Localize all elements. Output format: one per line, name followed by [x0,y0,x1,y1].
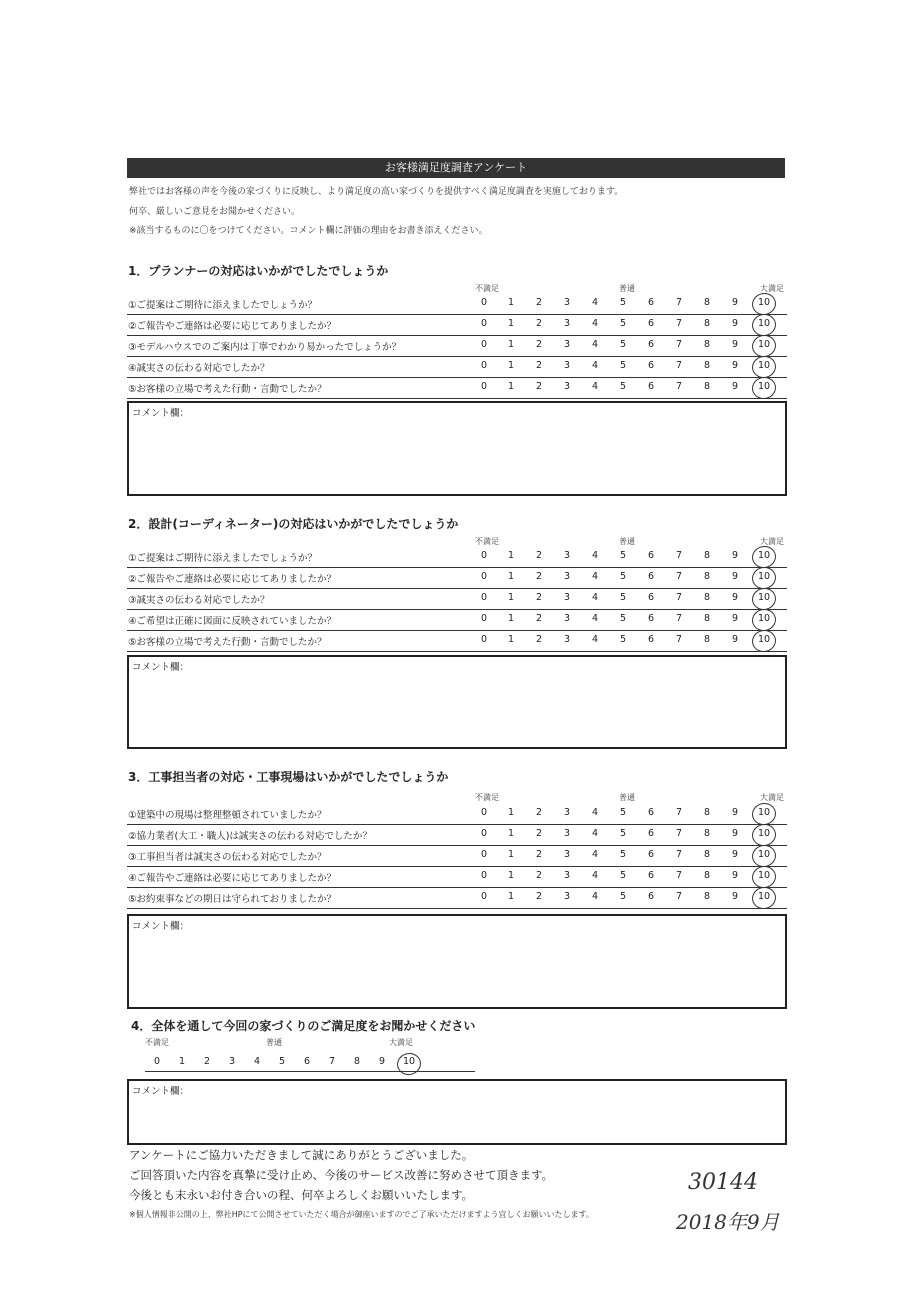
rating-option-2[interactable]: 2 [535,613,543,624]
rating-option-6[interactable]: 6 [647,339,655,350]
section-1-mid-label: 普通 [619,284,635,293]
rating-option-1[interactable]: 1 [507,592,515,603]
section-4-low-label: 不満足 [145,1038,169,1047]
rating-option-0[interactable]: 0 [480,339,488,350]
rating-option-1[interactable]: 1 [507,550,515,561]
rating-option-9[interactable]: 9 [731,297,739,308]
rating-option-1[interactable]: 1 [507,828,515,839]
rating-option-5[interactable]: 5 [619,807,627,818]
rating-option-8[interactable]: 8 [703,613,711,624]
rating-option-7[interactable]: 7 [675,318,683,329]
rating-option-7[interactable]: 7 [675,849,683,860]
rating-option-2[interactable]: 2 [535,571,543,582]
closing-line-3: 今後とも末永いお付き合いの程、何卒よろしくお願いいたします。 [129,1188,474,1202]
rating-option-5[interactable]: 5 [619,634,627,645]
rating-option-7[interactable]: 7 [675,297,683,308]
rating-option-10[interactable]: 10 [757,550,771,561]
rating-option-9[interactable]: 9 [731,634,739,645]
privacy-footnote: ※個人情報非公開の上、弊社HPにて公開させていただく場合が御座いますのでご了承いただけますよう宜しくお願いいたします。 [129,1210,594,1219]
section-2-mid-label: 普通 [619,537,635,546]
rating-option-5[interactable]: 5 [619,550,627,561]
overall-rating-option-1[interactable]: 1 [178,1056,186,1067]
section-2-low-label: 不満足 [475,537,499,546]
selected-rating-circle [750,628,778,655]
rating-option-0[interactable]: 0 [480,613,488,624]
rating-option-0[interactable]: 0 [480,381,488,392]
question-row [127,547,787,568]
rating-option-3[interactable]: 3 [563,339,571,350]
rating-option-1[interactable]: 1 [507,870,515,881]
rating-option-3[interactable]: 3 [563,318,571,329]
rating-option-8[interactable]: 8 [703,592,711,603]
rating-option-9[interactable]: 9 [731,828,739,839]
rating-option-6[interactable]: 6 [647,318,655,329]
rating-option-1[interactable]: 1 [507,297,515,308]
section-2-comment-box[interactable] [127,655,787,749]
question-text: ③工事担当者は誠実さの伝わる対応でしたか？ [128,852,327,863]
rating-option-4[interactable]: 4 [591,849,599,860]
rating-option-1[interactable]: 1 [507,613,515,624]
rating-option-6[interactable]: 6 [647,634,655,645]
rating-option-4[interactable]: 4 [591,550,599,561]
closing-line-2: ご回答頂いた内容を真摯に受け止め、今後のサービス改善に努めさせて頂きます。 [129,1168,554,1182]
rating-option-3[interactable]: 3 [563,571,571,582]
rating-option-7[interactable]: 7 [675,571,683,582]
rating-option-3[interactable]: 3 [563,849,571,860]
rating-option-2[interactable]: 2 [535,381,543,392]
rating-option-2[interactable]: 2 [535,360,543,371]
rating-option-7[interactable]: 7 [675,550,683,561]
rating-option-6[interactable]: 6 [647,381,655,392]
rating-option-6[interactable]: 6 [647,849,655,860]
rating-option-6[interactable]: 6 [647,828,655,839]
question-text: ⑤お約束事などの期日は守られておりましたか？ [128,894,337,905]
rating-option-3[interactable]: 3 [563,592,571,603]
rating-option-0[interactable]: 0 [480,849,488,860]
question-row [127,589,787,610]
rating-option-9[interactable]: 9 [731,550,739,561]
question-row [127,336,787,357]
rating-option-7[interactable]: 7 [675,828,683,839]
rating-option-2[interactable]: 2 [535,849,543,860]
rating-option-0[interactable]: 0 [480,828,488,839]
rating-option-9[interactable]: 9 [731,613,739,624]
rating-option-4[interactable]: 4 [591,592,599,603]
overall-rating-option-10[interactable]: 10 [402,1056,416,1067]
overall-rating-option-8[interactable]: 8 [353,1056,361,1067]
question-text: ②ご報告やご連絡は必要に応じてありましたか？ [128,574,337,585]
intro-line-3: ※該当するものに〇をつけてください。コメント欄に評価の理由をお書き添えください。 [129,226,488,236]
rating-option-6[interactable]: 6 [647,297,655,308]
rating-option-1[interactable]: 1 [507,807,515,818]
rating-option-0[interactable]: 0 [480,634,488,645]
rating-option-1[interactable]: 1 [507,381,515,392]
question-row [127,846,787,867]
rating-option-9[interactable]: 9 [731,870,739,881]
section-3-comment-box[interactable] [127,914,787,1009]
selected-rating-circle [750,375,778,402]
question-text: ⑤お客様の立場で考えた行動・言動でしたか？ [128,637,327,648]
rating-option-8[interactable]: 8 [703,634,711,645]
section-1-high-label: 大満足 [760,284,784,293]
rating-option-8[interactable]: 8 [703,297,711,308]
rating-option-10[interactable]: 10 [757,297,771,308]
rating-option-5[interactable]: 5 [619,571,627,582]
question-text: ②協力業者(大工・職人)は誠実さの伝わる対応でしたか？ [128,831,372,842]
intro-line-2: 何卒、厳しいご意見をお聞かせください。 [129,207,301,217]
rating-option-10[interactable]: 10 [757,870,771,881]
rating-option-1[interactable]: 1 [507,891,515,902]
rating-option-5[interactable]: 5 [619,870,627,881]
question-row [127,804,787,825]
section-3-high-label: 大満足 [760,793,784,802]
rating-option-9[interactable]: 9 [731,891,739,902]
rating-option-3[interactable]: 3 [563,550,571,561]
question-row [127,867,787,888]
question-row [127,825,787,846]
rating-option-4[interactable]: 4 [591,297,599,308]
rating-option-2[interactable]: 2 [535,297,543,308]
overall-rating-option-6[interactable]: 6 [303,1056,311,1067]
section-3-low-label: 不満足 [475,793,499,802]
section-3-heading: 3．工事担当者の対応・工事現場はいかがでしたでしょうか [128,770,449,784]
rating-option-10[interactable]: 10 [757,381,771,392]
rating-option-7[interactable]: 7 [675,339,683,350]
section-3-mid-label: 普通 [619,793,635,802]
rating-option-9[interactable]: 9 [731,360,739,371]
question-text: ①建築中の現場は整理整頓されていましたか？ [128,810,327,821]
question-row [127,378,787,399]
overall-selected-rating-circle [395,1051,423,1078]
section-1-low-label: 不満足 [475,284,499,293]
rating-option-10[interactable]: 10 [757,849,771,860]
rating-option-10[interactable]: 10 [757,891,771,902]
rating-option-0[interactable]: 0 [480,891,488,902]
rating-option-6[interactable]: 6 [647,550,655,561]
intro-line-1: 弊社ではお客様の声を今後の家づくりに反映し、より満足度の高い家づくりを提供すべく満足度調査を実施しております。 [129,187,624,197]
rating-option-5[interactable]: 5 [619,613,627,624]
rating-option-4[interactable]: 4 [591,870,599,881]
rating-option-8[interactable]: 8 [703,381,711,392]
rating-option-10[interactable]: 10 [757,571,771,582]
comment-label: コメント欄： [132,1086,190,1097]
rating-option-5[interactable]: 5 [619,849,627,860]
rating-option-5[interactable]: 5 [619,297,627,308]
rating-option-2[interactable]: 2 [535,318,543,329]
rating-option-4[interactable]: 4 [591,381,599,392]
section-4-rule [145,1071,475,1072]
rating-option-2[interactable]: 2 [535,339,543,350]
rating-option-2[interactable]: 2 [535,592,543,603]
question-text: ⑤お客様の立場で考えた行動・言動でしたか？ [128,384,327,395]
section-2-high-label: 大満足 [760,537,784,546]
rating-option-0[interactable]: 0 [480,870,488,881]
overall-rating-option-0[interactable]: 0 [153,1056,161,1067]
rating-option-4[interactable]: 4 [591,807,599,818]
rating-option-3[interactable]: 3 [563,870,571,881]
rating-option-6[interactable]: 6 [647,571,655,582]
rating-option-5[interactable]: 5 [619,318,627,329]
section-4-heading: 4．全体を通して今回の家づくりのご満足度をお聞かせください [131,1019,476,1033]
comment-label: コメント欄： [132,408,190,419]
rating-option-4[interactable]: 4 [591,634,599,645]
handwritten-date: 2018年9月 [676,1210,780,1234]
rating-option-3[interactable]: 3 [563,360,571,371]
question-text: ④誠実さの伝わる対応でしたか？ [128,363,270,374]
rating-option-3[interactable]: 3 [563,634,571,645]
rating-option-10[interactable]: 10 [757,360,771,371]
question-text: ③誠実さの伝わる対応でしたか？ [128,595,270,606]
rating-option-8[interactable]: 8 [703,807,711,818]
rating-option-6[interactable]: 6 [647,807,655,818]
rating-option-4[interactable]: 4 [591,828,599,839]
question-row [127,568,787,589]
rating-option-4[interactable]: 4 [591,318,599,329]
rating-option-8[interactable]: 8 [703,550,711,561]
question-text: ①ご提案はご期待に添えましたでしょうか？ [128,300,318,311]
question-row [127,888,787,909]
rating-option-3[interactable]: 3 [563,297,571,308]
question-row [127,610,787,631]
rating-option-8[interactable]: 8 [703,339,711,350]
rating-option-4[interactable]: 4 [591,360,599,371]
rating-option-8[interactable]: 8 [703,571,711,582]
rating-option-9[interactable]: 9 [731,571,739,582]
rating-option-10[interactable]: 10 [757,339,771,350]
rating-option-1[interactable]: 1 [507,360,515,371]
section-4-high-label: 大満足 [389,1038,413,1047]
rating-option-3[interactable]: 3 [563,891,571,902]
rating-option-6[interactable]: 6 [647,613,655,624]
survey-title: お客様満足度調査アンケート [127,158,785,178]
overall-rating-option-5[interactable]: 5 [278,1056,286,1067]
rating-option-8[interactable]: 8 [703,360,711,371]
rating-option-7[interactable]: 7 [675,592,683,603]
question-row [127,357,787,378]
section-1-comment-box[interactable] [127,401,787,496]
rating-option-10[interactable]: 10 [757,828,771,839]
rating-option-0[interactable]: 0 [480,550,488,561]
rating-option-2[interactable]: 2 [535,828,543,839]
question-text: ②ご報告やご連絡は必要に応じてありましたか？ [128,321,337,332]
rating-option-8[interactable]: 8 [703,828,711,839]
question-text: ④ご報告やご連絡は必要に応じてありましたか？ [128,873,337,884]
overall-rating-option-2[interactable]: 2 [203,1056,211,1067]
rating-option-6[interactable]: 6 [647,592,655,603]
rating-option-9[interactable]: 9 [731,849,739,860]
rating-option-9[interactable]: 9 [731,339,739,350]
question-row [127,294,787,315]
rating-option-1[interactable]: 1 [507,318,515,329]
rating-option-7[interactable]: 7 [675,891,683,902]
rating-option-6[interactable]: 6 [647,891,655,902]
rating-option-3[interactable]: 3 [563,828,571,839]
rating-option-1[interactable]: 1 [507,571,515,582]
rating-option-9[interactable]: 9 [731,381,739,392]
handwritten-id-number: 30144 [688,1170,758,1195]
rating-option-7[interactable]: 7 [675,870,683,881]
section-4-mid-label: 普通 [266,1038,282,1047]
rating-option-4[interactable]: 4 [591,613,599,624]
rating-option-10[interactable]: 10 [757,634,771,645]
rating-option-4[interactable]: 4 [591,339,599,350]
rating-option-8[interactable]: 8 [703,891,711,902]
rating-option-0[interactable]: 0 [480,297,488,308]
rating-option-5[interactable]: 5 [619,381,627,392]
closing-line-1: アンケートにご協力いただきまして誠にありがとうございました。 [129,1148,474,1162]
selected-rating-circle [750,885,778,912]
rating-option-8[interactable]: 8 [703,870,711,881]
rating-option-9[interactable]: 9 [731,318,739,329]
overall-rating-option-9[interactable]: 9 [378,1056,386,1067]
rating-option-4[interactable]: 4 [591,571,599,582]
rating-option-3[interactable]: 3 [563,613,571,624]
rating-option-6[interactable]: 6 [647,870,655,881]
rating-option-0[interactable]: 0 [480,360,488,371]
question-text: ③モデルハウスでのご案内は丁寧でわかり易かったでしょうか？ [128,342,402,353]
section-1-heading: 1．プランナーの対応はいかがでしたでしょうか [128,264,389,278]
rating-option-5[interactable]: 5 [619,592,627,603]
rating-option-8[interactable]: 8 [703,849,711,860]
rating-option-10[interactable]: 10 [757,807,771,818]
rating-option-1[interactable]: 1 [507,849,515,860]
overall-rating-option-4[interactable]: 4 [253,1056,261,1067]
overall-rating-option-7[interactable]: 7 [328,1056,336,1067]
rating-option-2[interactable]: 2 [535,634,543,645]
rating-option-0[interactable]: 0 [480,571,488,582]
rating-option-1[interactable]: 1 [507,634,515,645]
rating-option-1[interactable]: 1 [507,339,515,350]
question-row [127,631,787,652]
rating-option-9[interactable]: 9 [731,592,739,603]
section-2-heading: 2．設計(コーディネーター)の対応はいかがでしたでしょうか [128,517,459,531]
question-text: ①ご提案はご期待に添えましたでしょうか？ [128,553,318,564]
overall-rating-option-3[interactable]: 3 [228,1056,236,1067]
rating-option-7[interactable]: 7 [675,613,683,624]
rating-option-5[interactable]: 5 [619,828,627,839]
rating-option-2[interactable]: 2 [535,870,543,881]
rating-option-5[interactable]: 5 [619,360,627,371]
rating-option-9[interactable]: 9 [731,807,739,818]
rating-option-7[interactable]: 7 [675,634,683,645]
rating-option-3[interactable]: 3 [563,807,571,818]
rating-option-0[interactable]: 0 [480,318,488,329]
rating-option-10[interactable]: 10 [757,592,771,603]
rating-option-7[interactable]: 7 [675,807,683,818]
rating-option-2[interactable]: 2 [535,807,543,818]
question-row [127,315,787,336]
rating-option-3[interactable]: 3 [563,381,571,392]
rating-option-7[interactable]: 7 [675,381,683,392]
rating-option-10[interactable]: 10 [757,318,771,329]
rating-option-8[interactable]: 8 [703,318,711,329]
rating-option-0[interactable]: 0 [480,807,488,818]
comment-label: コメント欄： [132,921,190,932]
rating-option-5[interactable]: 5 [619,339,627,350]
rating-option-7[interactable]: 7 [675,360,683,371]
rating-option-6[interactable]: 6 [647,360,655,371]
rating-option-2[interactable]: 2 [535,550,543,561]
section-4-comment-box[interactable] [127,1079,787,1145]
rating-option-0[interactable]: 0 [480,592,488,603]
rating-option-5[interactable]: 5 [619,891,627,902]
rating-option-4[interactable]: 4 [591,891,599,902]
rating-option-2[interactable]: 2 [535,891,543,902]
comment-label: コメント欄： [132,662,190,673]
question-text: ④ご希望は正確に図面に反映されていましたか？ [128,616,337,627]
rating-option-10[interactable]: 10 [757,613,771,624]
